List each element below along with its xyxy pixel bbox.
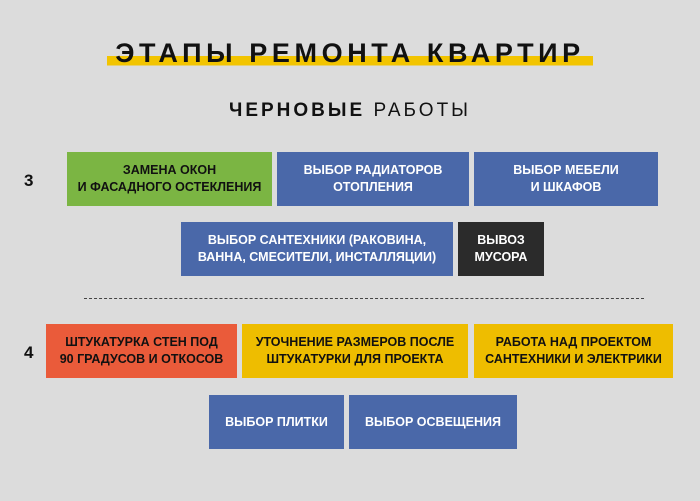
subtitle-regular: РАБОТЫ bbox=[373, 100, 472, 121]
stage-number-3: 3 bbox=[24, 171, 34, 190]
stage-number-4: 4 bbox=[24, 343, 34, 362]
stage3-box-furniture: ВЫБОР МЕБЕЛИ И ШКАФОВ bbox=[474, 152, 658, 206]
stage3-box-windows: ЗАМЕНА ОКОН И ФАСАДНОГО ОСТЕКЛЕНИЯ bbox=[67, 152, 272, 206]
page-title: ЭТАПЫ РЕМОНТА КВАРТИР bbox=[107, 38, 593, 70]
stage4-box-lighting: ВЫБОР ОСВЕЩЕНИЯ bbox=[349, 395, 517, 449]
stage3-box-plumbing: ВЫБОР САНТЕХНИКИ (РАКОВИНА, ВАННА, СМЕСИТЕЛИ, ИНСТАЛЛЯЦИИ) bbox=[181, 222, 453, 276]
stage4-box-dimensions: УТОЧНЕНИЕ РАЗМЕРОВ ПОСЛЕ ШТУКАТУРКИ ДЛЯ ПРОЕКТА bbox=[242, 324, 468, 378]
stage4-box-plaster: ШТУКАТУРКА СТЕН ПОД 90 ГРАДУСОВ И ОТКОСОВ bbox=[46, 324, 237, 378]
stage4-box-tiles: ВЫБОР ПЛИТКИ bbox=[209, 395, 344, 449]
stage3-box-waste: ВЫВОЗ МУСОРА bbox=[458, 222, 544, 276]
subtitle-bold: ЧЕРНОВЫЕ bbox=[228, 100, 366, 121]
stage-divider bbox=[84, 298, 644, 299]
stage4-box-project: РАБОТА НАД ПРОЕКТОМ САНТЕХНИКИ И ЭЛЕКТРИКИ bbox=[474, 324, 673, 378]
title-wrap bbox=[0, 38, 700, 70]
page-subtitle bbox=[0, 100, 700, 122]
stage3-box-radiators: ВЫБОР РАДИАТОРОВ ОТОПЛЕНИЯ bbox=[277, 152, 469, 206]
